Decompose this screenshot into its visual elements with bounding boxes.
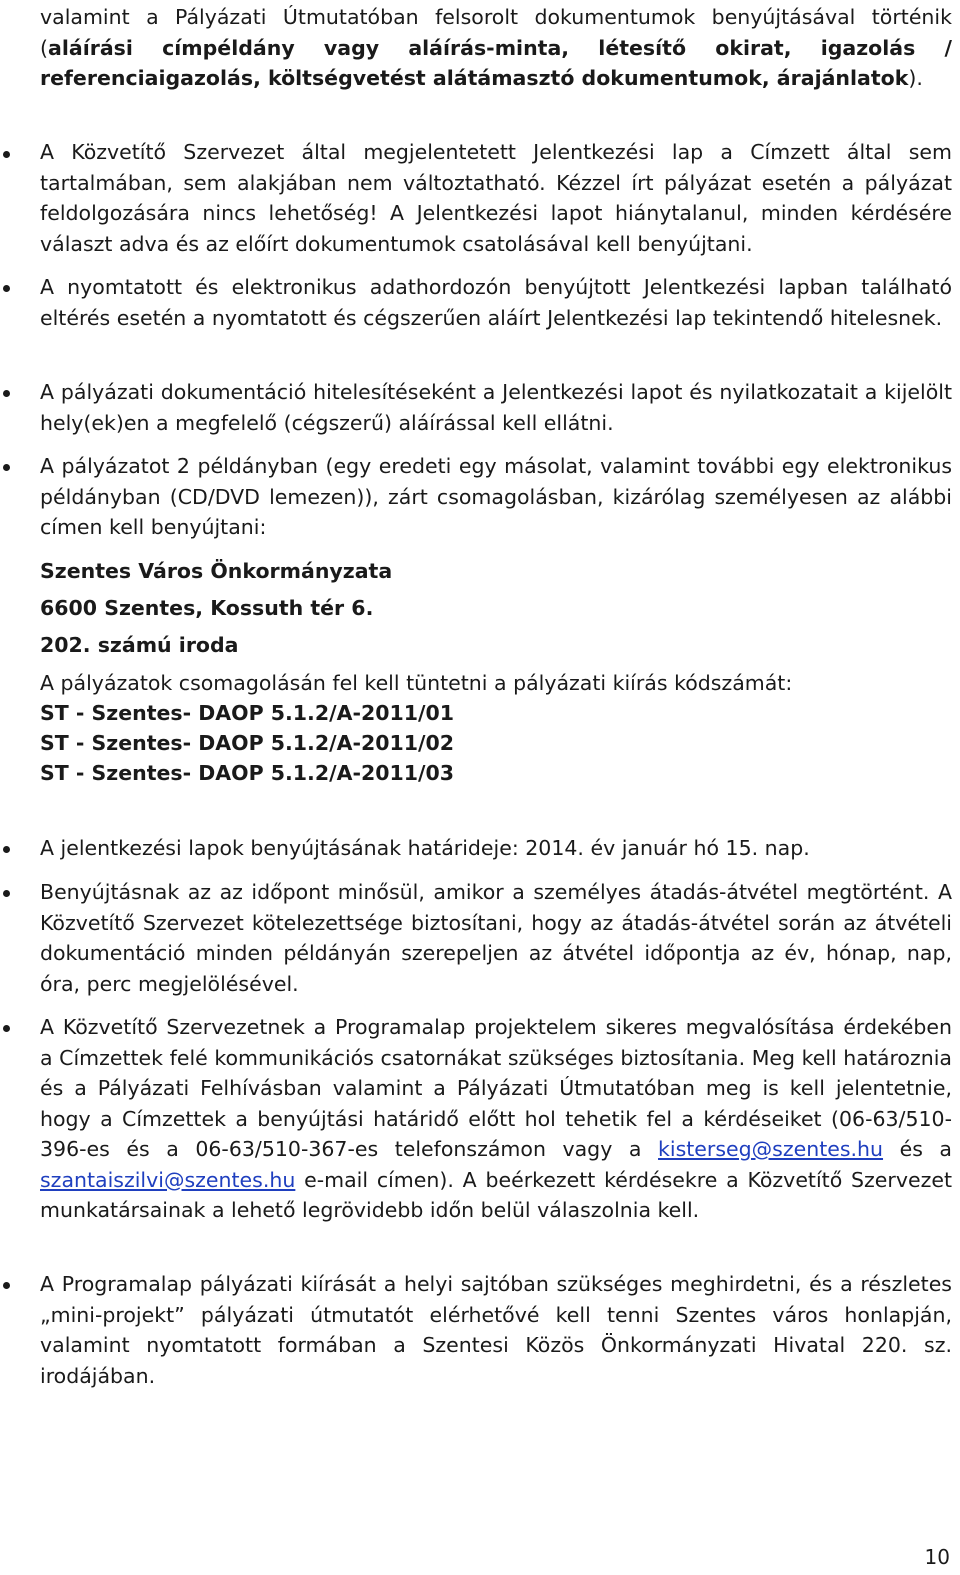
intro-tail: ). xyxy=(908,66,923,90)
intro-lead: valamint a Pályázati Útmutatóban felsorolt dokumentumok benyújtásával történik ( xyxy=(40,5,952,60)
office-number: 202. xyxy=(40,633,91,657)
bullet-dot xyxy=(3,890,10,897)
bullet-dot xyxy=(3,1282,10,1289)
bullet-paragraph-5: A jelentkezési lapok benyújtásának határideje: 2014. év január hó 15. nap. xyxy=(40,836,810,860)
address-line-2: 6600 Szentes, Kossuth tér 6. xyxy=(40,596,374,620)
code-line-2: ST - Szentes- DAOP 5.1.2/A-2011/02 xyxy=(40,731,455,755)
code-line-3: ST - Szentes- DAOP 5.1.2/A-2011/03 xyxy=(40,761,455,785)
bullet-dot xyxy=(3,464,10,471)
office-label: számú iroda xyxy=(90,633,239,657)
bullet-dot xyxy=(3,846,10,853)
bullet-dot xyxy=(3,151,10,158)
bullet-paragraph-3: A pályázati dokumentáció hitelesítéseként a Jelentkezési lapot és nyilatkozatait a kijelölt hely(ek)en a megfelelő (cégszerű) aláírással kell ellátni. xyxy=(40,380,952,435)
code-intro: A pályázatok csomagolásán fel kell tüntetni a pályázati kiírás kódszámát: xyxy=(40,671,793,695)
code-line-1: ST - Szentes- DAOP 5.1.2/A-2011/01 xyxy=(40,701,455,725)
email-link-szantaiszilvi[interactable]: szantaiszilvi@szentes.hu xyxy=(40,1167,296,1192)
contact-and: és a xyxy=(883,1137,952,1161)
address-line-3 xyxy=(40,630,952,661)
bullet-dot xyxy=(3,1025,10,1032)
email-link-kisterseg[interactable]: kisterseg@szentes.hu xyxy=(658,1137,884,1161)
bullet-paragraph-2: A nyomtatott és elektronikus adathordozón benyújtott Jelentkezési lapban található eltérés esetén a nyomtatott és cégszerűen aláírt Jelentkezési lap tekintendő hitelesnek. xyxy=(40,275,952,330)
bullet-dot xyxy=(3,390,10,397)
bullet-dot xyxy=(3,285,10,292)
bullet-paragraph-8: A Programalap pályázati kiírását a helyi sajtóban szükséges meghirdetni, és a részletes „mini-projekt” pályázati útmutatót elérhetővé kell tenni Szentes város honlapján, valamint nyomtatott formában a Szentesi Közös Önkormányzati Hivatal 220. sz. irodájában. xyxy=(40,1272,952,1388)
bullet-paragraph-6: Benyújtásnak az az időpont minősül, amikor a személyes átadás-átvétel megtörtént. A Közvetítő Szervezet kötelezettsége biztosítani, hogy az átadás-átvétel során az átvételi dokumentáció minden példányán szerepeljen az átvétel időpontja az év, hónap, nap, óra, perc megjelölésével. xyxy=(40,880,952,996)
contact-text: A Közvetítő Szervezetnek a Programalap projektelem sikeres megvalósítása érdekében a Címzettek felé kommunikációs csatornákat szükséges biztosítania. Meg kell határoznia és a Pályázati Felhívásban valamint a Pályázati Útmutatóban meg is kell jelentetnie, hogy a Címzettek a benyújtási határidő előtt hol tehetik fel a kérdéseiket (06-63/510-396-es és a 06-63/510-367-es telefonszámon vagy a xyxy=(40,1015,952,1161)
bullet-paragraph-7 xyxy=(40,1012,952,1226)
bullet-paragraph-4: A pályázatot 2 példányban (egy eredeti egy másolat, valamint további egy elektronikus példányban (CD/DVD lemezen)), zárt csomagolásban, kizárólag személyesen az alábbi címen kell benyújtani: xyxy=(40,454,952,539)
intro-bold-list: aláírási címpéldány vagy aláírás-minta, létesítő okirat, igazolás / referenciaigazolás, költségvetést alátámasztó dokumentumok, árajánlatok xyxy=(40,35,952,90)
bullet-paragraph-1: A Közvetítő Szervezet által megjelentetett Jelentkezési lap a Címzett által sem tartalmában, sem alakjában nem változtatható. Kézzel írt pályázat esetén a pályázat feldolgozására nincs lehetőség! A Jelentkezési lapot hiánytalanul, minden kérdésére választ adva és az előírt dokumentumok csatolásával kell benyújtani. xyxy=(40,140,952,256)
intro-paragraph xyxy=(40,2,952,94)
page-number: 10 xyxy=(924,1545,950,1569)
contact-tail: e-mail címen). A beérkezett kérdésekre a Közvetítő Szervezet munkatársainak a lehető legrövidebb időn belül válaszolnia kell. xyxy=(40,1167,952,1222)
address-line-1: Szentes Város Önkormányzata xyxy=(40,559,393,583)
